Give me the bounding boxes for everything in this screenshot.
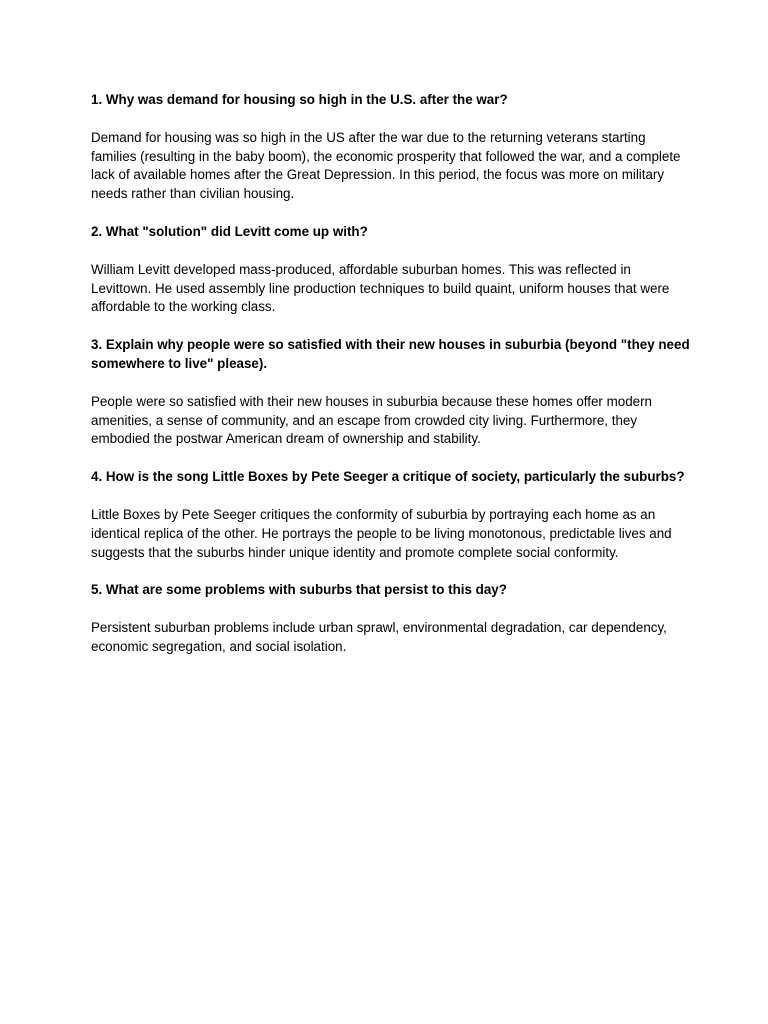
answer-4: Little Boxes by Pete Seeger critiques the conformity of suburbia by portraying each home as an identical replica of the other. He portrays the people to be living monotonous, predictable lives and suggests that the suburbs hinder unique identity and promote complete social conformity. [91,506,672,560]
question-3: 3. Explain why people were so satisfied with their new houses in suburbia (beyond "they need somewhere to live" please). [91,337,690,371]
question-2: 2. What "solution" did Levitt come up with? [91,223,368,239]
answer-3: People were so satisfied with their new houses in suburbia because these homes offer modern amenities, a sense of community, and an escape from crowded city living. Furthermore, they embodied the postwar American dream of ownership and stability. [91,393,652,447]
answer-2: William Levitt developed mass-produced, affordable suburban homes. This was reflected in Levittown. He used assembly line production techniques to build quaint, uniform houses that were affordable to the working class. [91,261,670,315]
question-1: 1. Why was demand for housing so high in the U.S. after the war? [91,92,508,107]
question-4: 4. How is the song Little Boxes by Pete Seeger a critique of society, particularly the suburbs? [91,469,685,485]
document-page [91,91,691,657]
answer-1: Demand for housing was so high in the US after the war due to the returning veterans starting families (resulting in the baby boom), the economic prosperity that followed the war, and a complete lack of available homes after the Great Depression. In this period, the focus was more on military needs rather than civilian housing. [91,129,681,202]
question-5: 5. What are some problems with suburbs that persist to this day? [91,582,507,598]
answer-5: Persistent suburban problems include urban sprawl, environmental degradation, car dependency, economic segregation, and social isolation. [91,620,667,654]
